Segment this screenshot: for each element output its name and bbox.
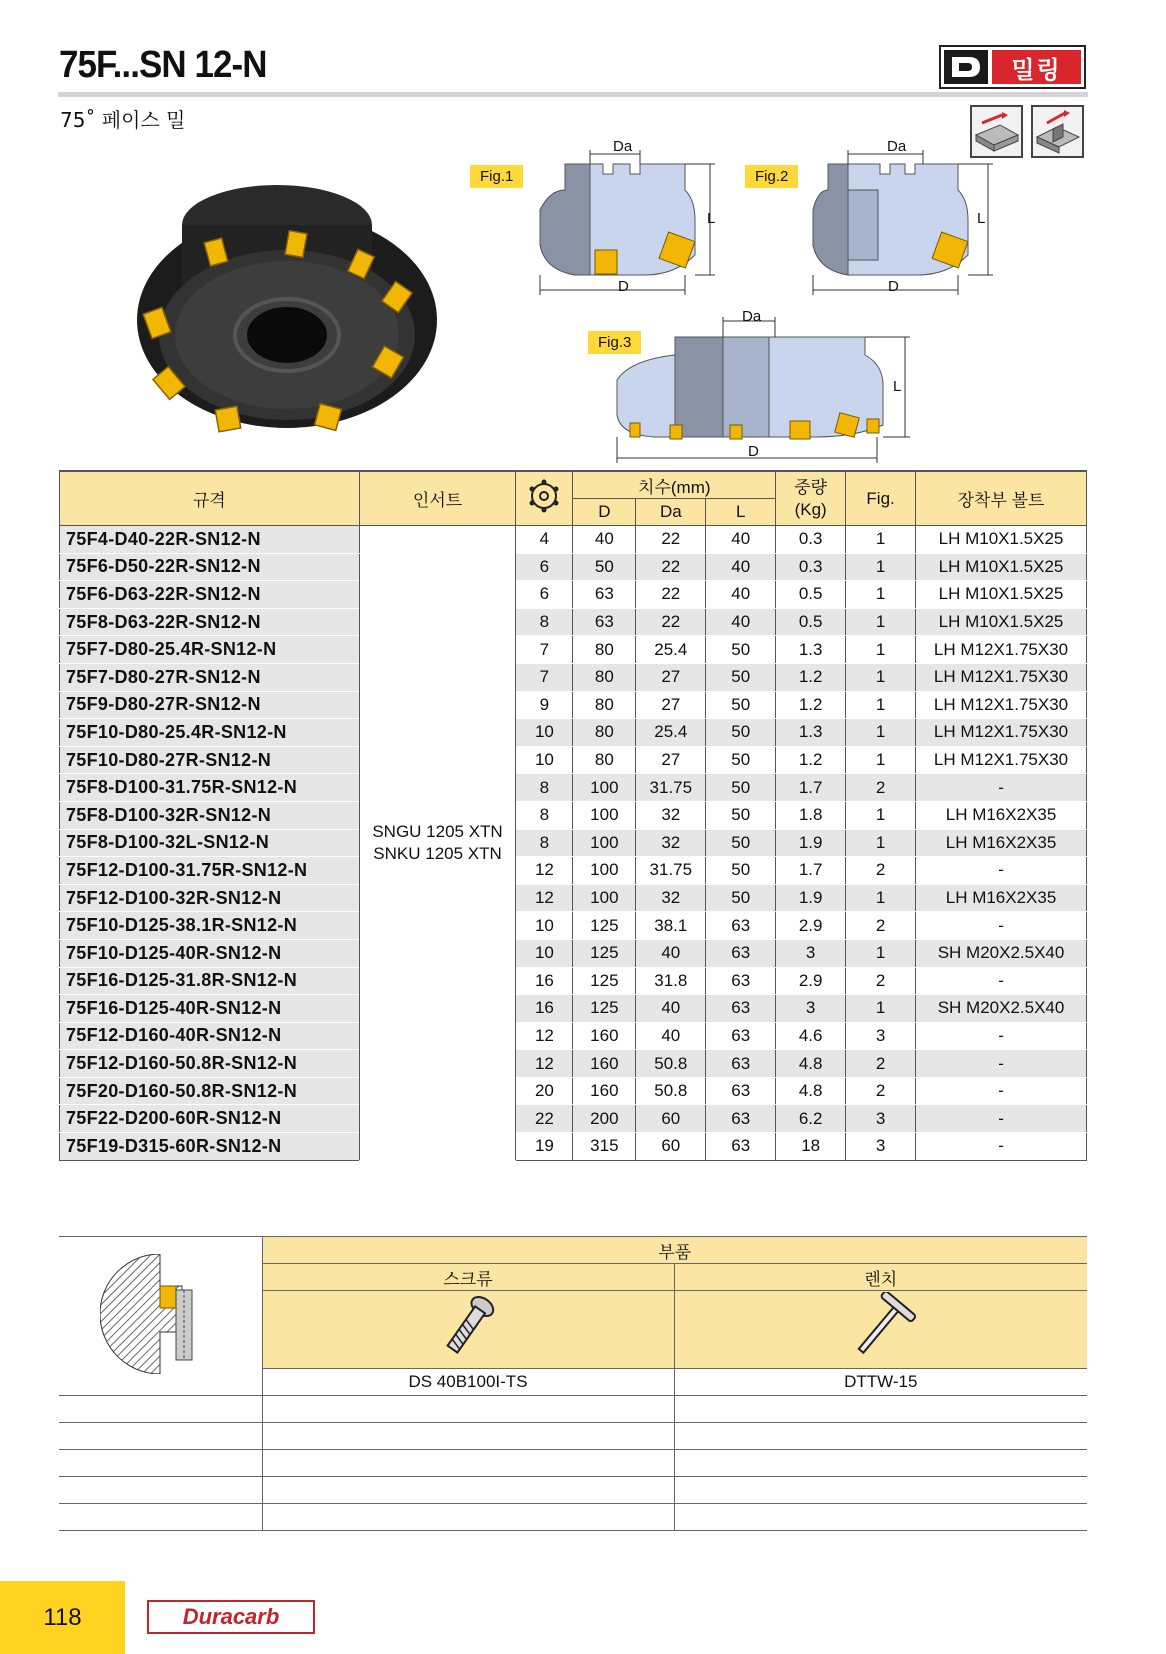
empty-cell <box>262 1504 674 1531</box>
cell-d: 63 <box>573 581 636 609</box>
cell-code: 75F12-D160-40R-SN12-N <box>60 1022 360 1050</box>
cell-bolt: - <box>916 1133 1087 1161</box>
cell-da: 60 <box>636 1105 706 1133</box>
fig1-label: Fig.1 <box>470 165 523 188</box>
cell-l: 50 <box>706 691 776 719</box>
cell-z: 10 <box>516 719 573 747</box>
table-row <box>60 1077 1087 1105</box>
cell-da: 32 <box>636 884 706 912</box>
title-divider <box>58 92 1088 97</box>
cell-z: 8 <box>516 801 573 829</box>
cell-l: 63 <box>706 995 776 1023</box>
empty-row <box>59 1477 262 1504</box>
table-row <box>60 995 1087 1023</box>
cell-bolt: LH M10X1.5X25 <box>916 526 1087 554</box>
insert-grade-1: SNGU 1205 XTN <box>372 821 503 841</box>
cell-d: 80 <box>573 663 636 691</box>
cell-d: 125 <box>573 995 636 1023</box>
cell-z: 12 <box>516 884 573 912</box>
cell-d: 80 <box>573 719 636 747</box>
cell-fig: 2 <box>846 1050 916 1078</box>
cell-l: 40 <box>706 553 776 581</box>
fig1-drawing <box>535 150 735 300</box>
cell-z: 12 <box>516 857 573 885</box>
table-row <box>60 829 1087 857</box>
cell-code: 75F8-D100-32L-SN12-N <box>60 829 360 857</box>
table-row <box>60 1105 1087 1133</box>
cell-code: 75F6-D50-22R-SN12-N <box>60 553 360 581</box>
cell-bolt: LH M12X1.75X30 <box>916 663 1087 691</box>
cell-code: 75F22-D200-60R-SN12-N <box>60 1105 360 1133</box>
cell-d: 100 <box>573 801 636 829</box>
cell-d: 100 <box>573 857 636 885</box>
cell-fig: 1 <box>846 608 916 636</box>
cell-d: 160 <box>573 1077 636 1105</box>
cell-da: 31.75 <box>636 857 706 885</box>
cell-kg: 1.9 <box>776 829 846 857</box>
empty-cell <box>674 1477 1087 1504</box>
cell-da: 25.4 <box>636 636 706 664</box>
table-row <box>60 608 1087 636</box>
fig2-d-dim: D <box>888 278 899 295</box>
cell-z: 6 <box>516 581 573 609</box>
cell-code: 75F16-D125-31.8R-SN12-N <box>60 967 360 995</box>
cell-z: 19 <box>516 1133 573 1161</box>
cell-da: 40 <box>636 939 706 967</box>
cell-d: 63 <box>573 608 636 636</box>
cell-fig: 2 <box>846 912 916 940</box>
cell-l: 63 <box>706 1077 776 1105</box>
cell-code: 75F19-D315-60R-SN12-N <box>60 1133 360 1161</box>
screw-icon <box>433 1292 503 1362</box>
d-logo-icon <box>944 50 988 84</box>
table-row <box>60 553 1087 581</box>
cell-fig: 2 <box>846 1077 916 1105</box>
col-l-header: L <box>706 499 776 526</box>
cell-l: 63 <box>706 1105 776 1133</box>
cell-kg: 1.3 <box>776 636 846 664</box>
fig2-l-dim: L <box>977 210 986 227</box>
page-title: 75F...SN 12-N <box>59 44 267 86</box>
cell-kg: 1.2 <box>776 663 846 691</box>
cell-fig: 1 <box>846 636 916 664</box>
cell-l: 50 <box>706 719 776 747</box>
cell-bolt: LH M12X1.75X30 <box>916 636 1087 664</box>
cell-da: 60 <box>636 1133 706 1161</box>
cell-da: 31.8 <box>636 967 706 995</box>
cell-kg: 1.7 <box>776 857 846 885</box>
cell-da: 50.8 <box>636 1050 706 1078</box>
cell-d: 50 <box>573 553 636 581</box>
cell-kg: 2.9 <box>776 967 846 995</box>
cell-z: 8 <box>516 774 573 802</box>
empty-row <box>59 1450 262 1477</box>
cell-da: 38.1 <box>636 912 706 940</box>
cell-fig: 1 <box>846 719 916 747</box>
cell-d: 80 <box>573 746 636 774</box>
cell-d: 160 <box>573 1022 636 1050</box>
fig1-da-dim: Da <box>613 138 633 155</box>
cell-fig: 3 <box>846 1022 916 1050</box>
cell-kg: 1.2 <box>776 746 846 774</box>
cell-z: 7 <box>516 663 573 691</box>
empty-cell <box>262 1450 674 1477</box>
badge-label: 밀링 <box>992 50 1081 84</box>
cell-l: 40 <box>706 526 776 554</box>
cell-fig: 1 <box>846 939 916 967</box>
cell-fig: 1 <box>846 691 916 719</box>
empty-cell <box>262 1477 674 1504</box>
cell-code: 75F10-D80-27R-SN12-N <box>60 746 360 774</box>
cell-kg: 4.6 <box>776 1022 846 1050</box>
cell-code: 75F8-D63-22R-SN12-N <box>60 608 360 636</box>
cell-bolt: SH M20X2.5X40 <box>916 995 1087 1023</box>
table-row <box>60 1133 1087 1161</box>
cell-fig: 2 <box>846 774 916 802</box>
cell-z: 22 <box>516 1105 573 1133</box>
table-row <box>60 526 1087 554</box>
cell-l: 50 <box>706 663 776 691</box>
cell-code: 75F4-D40-22R-SN12-N <box>60 526 360 554</box>
cell-code: 75F12-D160-50.8R-SN12-N <box>60 1050 360 1078</box>
t-wrench-icon <box>846 1292 916 1362</box>
cell-fig: 2 <box>846 857 916 885</box>
fig3-l-dim: L <box>893 378 902 395</box>
insert-grade-2: SNKU 1205 XTN <box>373 843 502 863</box>
cell-kg: 0.5 <box>776 608 846 636</box>
table-row <box>60 691 1087 719</box>
cell-bolt: LH M16X2X35 <box>916 829 1087 857</box>
cell-da: 32 <box>636 801 706 829</box>
cell-bolt: - <box>916 1077 1087 1105</box>
fig1-d-dim: D <box>618 278 629 295</box>
screw-code: DS 40B100I-TS <box>262 1369 674 1396</box>
empty-row <box>59 1423 262 1450</box>
cell-da: 50.8 <box>636 1077 706 1105</box>
cell-z: 6 <box>516 553 573 581</box>
teeth-count-icon <box>527 479 561 513</box>
cell-kg: 18 <box>776 1133 846 1161</box>
insert-section-cell <box>59 1237 262 1396</box>
table-row <box>60 774 1087 802</box>
fig3-da-dim: Da <box>742 308 762 325</box>
cell-z: 12 <box>516 1022 573 1050</box>
cell-d: 200 <box>573 1105 636 1133</box>
fig1-l-dim: L <box>707 210 716 227</box>
milling-badge <box>939 45 1086 89</box>
cell-bolt: - <box>916 774 1087 802</box>
cell-bolt: LH M10X1.5X25 <box>916 608 1087 636</box>
cell-bolt: - <box>916 857 1087 885</box>
cell-code: 75F10-D80-25.4R-SN12-N <box>60 719 360 747</box>
cell-d: 80 <box>573 636 636 664</box>
page-number: 118 <box>0 1581 125 1654</box>
table-row <box>60 1022 1087 1050</box>
table-row <box>60 636 1087 664</box>
cell-z: 7 <box>516 636 573 664</box>
cell-da: 32 <box>636 829 706 857</box>
wrench-header: 렌치 <box>674 1264 1087 1291</box>
shoulder-milling-op-icon <box>1031 105 1084 158</box>
cell-bolt: LH M12X1.75X30 <box>916 746 1087 774</box>
cell-l: 50 <box>706 746 776 774</box>
cell-z: 10 <box>516 939 573 967</box>
cell-bolt: LH M10X1.5X25 <box>916 553 1087 581</box>
cell-l: 63 <box>706 1050 776 1078</box>
cell-l: 40 <box>706 608 776 636</box>
cell-code: 75F20-D160-50.8R-SN12-N <box>60 1077 360 1105</box>
table-row <box>60 912 1087 940</box>
empty-cell <box>262 1396 674 1423</box>
table-row <box>60 663 1087 691</box>
col-da-header: Da <box>636 499 706 526</box>
weight-header-line2: (Kg) <box>794 499 827 519</box>
cell-bolt: - <box>916 1050 1087 1078</box>
cell-kg: 1.8 <box>776 801 846 829</box>
screw-header: 스크류 <box>262 1264 674 1291</box>
cell-z: 12 <box>516 1050 573 1078</box>
parts-table <box>59 1236 1087 1531</box>
cell-l: 50 <box>706 829 776 857</box>
cell-z: 16 <box>516 995 573 1023</box>
cell-fig: 1 <box>846 995 916 1023</box>
col-spec-header: 규격 <box>60 472 360 526</box>
cell-d: 100 <box>573 829 636 857</box>
cell-da: 27 <box>636 746 706 774</box>
cell-kg: 6.2 <box>776 1105 846 1133</box>
cell-kg: 3 <box>776 939 846 967</box>
cell-code: 75F6-D63-22R-SN12-N <box>60 581 360 609</box>
spec-table <box>59 471 1087 1161</box>
cell-da: 40 <box>636 1022 706 1050</box>
cell-d: 100 <box>573 774 636 802</box>
table-row <box>60 1050 1087 1078</box>
cell-bolt: SH M20X2.5X40 <box>916 939 1087 967</box>
cell-bolt: - <box>916 1105 1087 1133</box>
table-row <box>60 801 1087 829</box>
cell-z: 8 <box>516 829 573 857</box>
cell-fig: 1 <box>846 746 916 774</box>
cell-z: 4 <box>516 526 573 554</box>
table-row <box>60 746 1087 774</box>
cell-d: 80 <box>573 691 636 719</box>
cell-da: 40 <box>636 995 706 1023</box>
empty-cell <box>674 1504 1087 1531</box>
col-weight-header <box>776 472 846 526</box>
cell-l: 50 <box>706 801 776 829</box>
cell-l: 63 <box>706 967 776 995</box>
wrench-code: DTTW-15 <box>674 1369 1087 1396</box>
cell-kg: 0.5 <box>776 581 846 609</box>
cell-l: 63 <box>706 1133 776 1161</box>
col-dimensions-header: 치수(mm) <box>573 472 776 499</box>
cell-code: 75F16-D125-40R-SN12-N <box>60 995 360 1023</box>
cell-z: 8 <box>516 608 573 636</box>
insert-cross-section-drawing <box>100 1254 220 1374</box>
cell-d: 125 <box>573 967 636 995</box>
cell-kg: 3 <box>776 995 846 1023</box>
table-row <box>60 719 1087 747</box>
col-fig-header: Fig. <box>846 472 916 526</box>
cell-d: 40 <box>573 526 636 554</box>
cell-d: 160 <box>573 1050 636 1078</box>
cell-fig: 2 <box>846 967 916 995</box>
cell-bolt: LH M12X1.75X30 <box>916 719 1087 747</box>
cell-code: 75F10-D125-40R-SN12-N <box>60 939 360 967</box>
cell-d: 125 <box>573 939 636 967</box>
cell-code: 75F12-D100-31.75R-SN12-N <box>60 857 360 885</box>
cell-l: 63 <box>706 939 776 967</box>
col-teeth-header <box>516 472 573 526</box>
col-bolt-header: 장착부 볼트 <box>916 472 1087 526</box>
cell-code: 75F10-D125-38.1R-SN12-N <box>60 912 360 940</box>
cell-code: 75F8-D100-31.75R-SN12-N <box>60 774 360 802</box>
cell-fig: 1 <box>846 884 916 912</box>
fig3-drawing <box>615 315 915 465</box>
screw-image-cell <box>262 1291 674 1369</box>
page-subtitle: 75˚ 페이스 밀 <box>60 108 186 132</box>
parts-title: 부품 <box>262 1237 1087 1264</box>
cell-da: 22 <box>636 608 706 636</box>
cell-fig: 1 <box>846 553 916 581</box>
cell-fig: 1 <box>846 829 916 857</box>
cell-kg: 1.9 <box>776 884 846 912</box>
cell-kg: 4.8 <box>776 1077 846 1105</box>
cell-l: 63 <box>706 1022 776 1050</box>
weight-header-line1: 중량 <box>794 477 828 497</box>
cell-z: 10 <box>516 912 573 940</box>
duracarb-logo <box>147 1600 315 1634</box>
fig2-label: Fig.2 <box>745 165 798 188</box>
table-row <box>60 884 1087 912</box>
cell-bolt: - <box>916 967 1087 995</box>
empty-row <box>59 1504 262 1531</box>
fig2-da-dim: Da <box>887 138 907 155</box>
cell-da: 31.75 <box>636 774 706 802</box>
cell-bolt: LH M16X2X35 <box>916 801 1087 829</box>
cell-fig: 1 <box>846 581 916 609</box>
cell-kg: 2.9 <box>776 912 846 940</box>
cell-kg: 1.3 <box>776 719 846 747</box>
cell-bolt: - <box>916 1022 1087 1050</box>
empty-row <box>59 1396 262 1423</box>
cell-d: 315 <box>573 1133 636 1161</box>
col-insert-header: 인서트 <box>359 472 516 526</box>
cell-kg: 4.8 <box>776 1050 846 1078</box>
table-row <box>60 939 1087 967</box>
cell-kg: 1.2 <box>776 691 846 719</box>
cell-kg: 0.3 <box>776 553 846 581</box>
table-row <box>60 857 1087 885</box>
cell-da: 27 <box>636 663 706 691</box>
wrench-image-cell <box>674 1291 1087 1369</box>
cell-fig: 3 <box>846 1105 916 1133</box>
cell-z: 16 <box>516 967 573 995</box>
cell-kg: 0.3 <box>776 526 846 554</box>
cell-code: 75F7-D80-25.4R-SN12-N <box>60 636 360 664</box>
cell-code: 75F12-D100-32R-SN12-N <box>60 884 360 912</box>
table-row <box>60 581 1087 609</box>
cell-da: 22 <box>636 526 706 554</box>
col-d-header: D <box>573 499 636 526</box>
cell-l: 40 <box>706 581 776 609</box>
cell-da: 27 <box>636 691 706 719</box>
cell-da: 22 <box>636 581 706 609</box>
cell-kg: 1.7 <box>776 774 846 802</box>
cell-code: 75F8-D100-32R-SN12-N <box>60 801 360 829</box>
fig3-label: Fig.3 <box>588 331 641 354</box>
cell-l: 50 <box>706 636 776 664</box>
insert-cell <box>359 526 516 1161</box>
empty-cell <box>674 1396 1087 1423</box>
empty-cell <box>674 1423 1087 1450</box>
cell-code: 75F7-D80-27R-SN12-N <box>60 663 360 691</box>
table-row <box>60 967 1087 995</box>
cell-fig: 3 <box>846 1133 916 1161</box>
cell-d: 125 <box>573 912 636 940</box>
cell-code: 75F9-D80-27R-SN12-N <box>60 691 360 719</box>
cell-fig: 1 <box>846 663 916 691</box>
cell-fig: 1 <box>846 801 916 829</box>
empty-cell <box>674 1450 1087 1477</box>
cell-l: 63 <box>706 912 776 940</box>
cell-bolt: LH M16X2X35 <box>916 884 1087 912</box>
face-mill-product-photo <box>137 170 457 435</box>
cell-l: 50 <box>706 884 776 912</box>
cell-bolt: - <box>916 912 1087 940</box>
brand-name: Duracarb <box>182 1604 280 1629</box>
cell-z: 9 <box>516 691 573 719</box>
cell-z: 10 <box>516 746 573 774</box>
cell-d: 100 <box>573 884 636 912</box>
cell-bolt: LH M10X1.5X25 <box>916 581 1087 609</box>
cell-z: 20 <box>516 1077 573 1105</box>
cell-da: 25.4 <box>636 719 706 747</box>
fig3-d-dim: D <box>748 443 759 460</box>
cell-da: 22 <box>636 553 706 581</box>
cell-fig: 1 <box>846 526 916 554</box>
empty-cell <box>262 1423 674 1450</box>
cell-l: 50 <box>706 774 776 802</box>
cell-bolt: LH M12X1.75X30 <box>916 691 1087 719</box>
cell-l: 50 <box>706 857 776 885</box>
